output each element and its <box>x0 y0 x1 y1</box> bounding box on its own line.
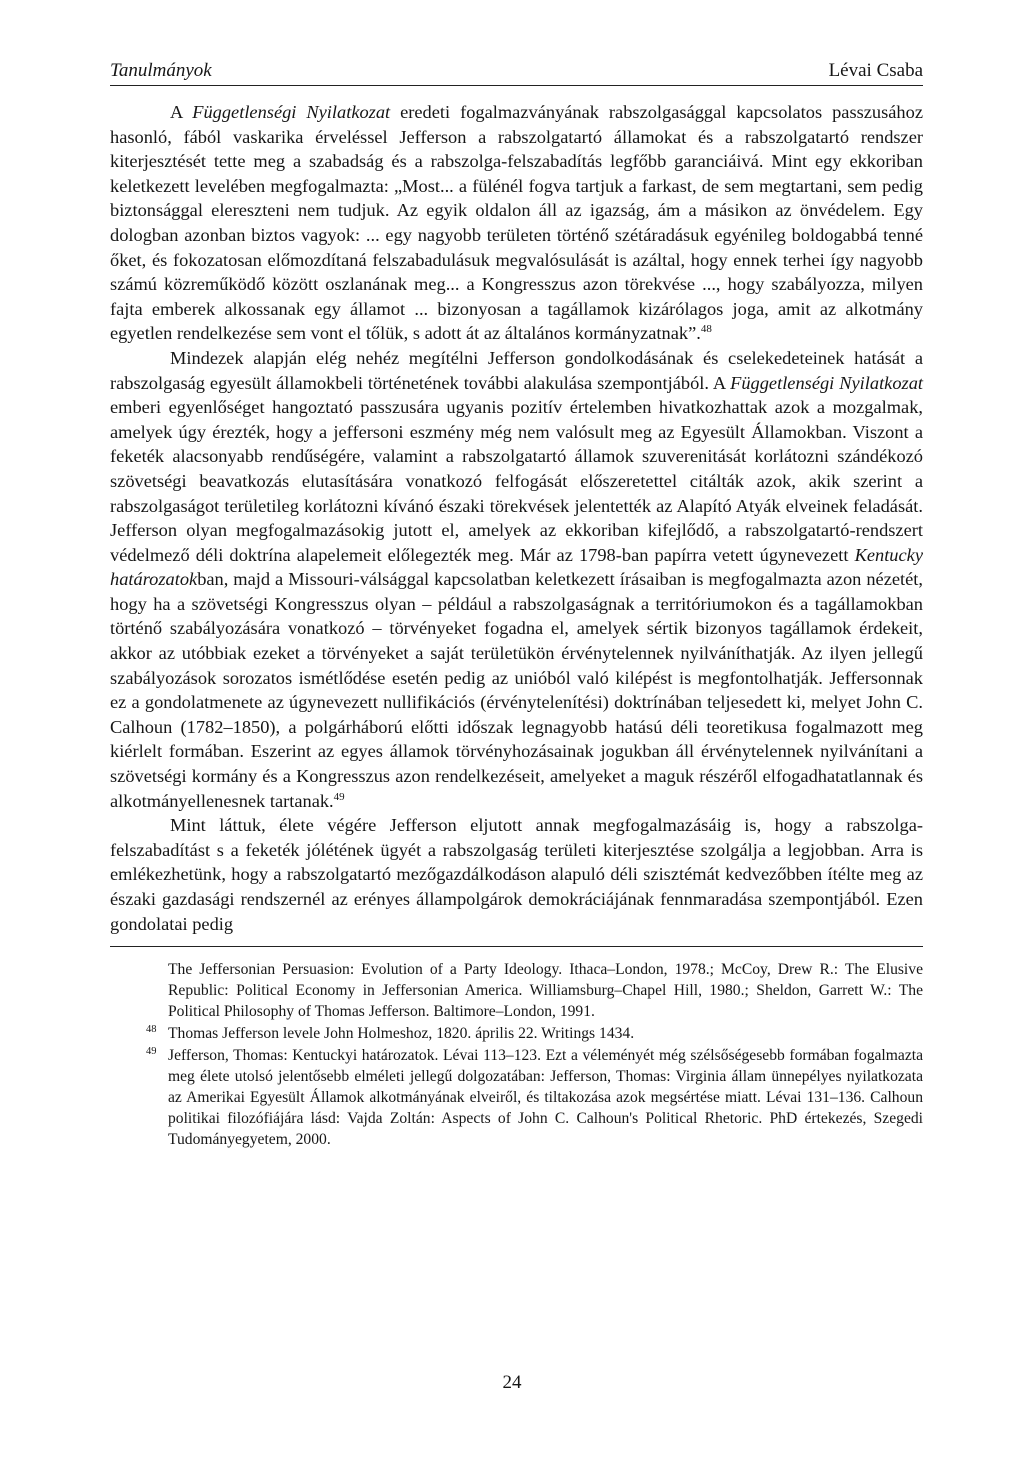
footnotes <box>110 959 923 1150</box>
text-run: emberi egyenlőséget hangoztató passzusára ugyanis pozitív értelemben hivatkozhattak azok a mozgalmak, amelyek úgy érezték, hogy a jeffersoni eszmény még nem valósult meg az Egyesült Államokban. Viszont a feketék alacsonyabb rendűségére, valamint a rabszolgatartó államok szuverenitását korlátozni szándékozó szövetségi beavatkozás elutasítására vonatkozó felfogását előszeretettel citálták azok, akik szerint a rabszolgaságot területileg korlátozni kívánó északi törekvések jelentették az Alapító Atyák elveinek feladását. Jefferson olyan megfogalmazásokig jutott el, amelyek az ekkoriban kifejlődő, a rabszolgatartó-rendszert védelmező déli doktrína alapelemeit előlegezték meg. Már az 1798-ban papírra vetett úgynevezett <box>110 397 923 565</box>
page-number: 24 <box>502 1372 522 1393</box>
footnote-ref-48: 48 <box>700 323 712 336</box>
footnote-text: The Jeffersonian Persuasion: Evolution of a Party Ideology. Ithaca–London, 1978.; McCoy, Drew R.: The Elusive Republic: Political Economy in Jeffersonian America. Williamsburg–Chapel Hill, 1980.; Sheldon, Garrett W.: The Political Philosophy of Thomas Jefferson. Baltimore–London, 1991. <box>168 961 923 1021</box>
footnote-number: 49 <box>146 1046 157 1058</box>
italic-title: Függetlenségi Nyilatkozat <box>192 102 391 122</box>
page <box>110 60 923 1151</box>
paragraph-3 <box>110 813 923 936</box>
italic-title: Függetlenségi Nyilatkozat <box>730 372 923 393</box>
text-run: eredeti fogalmazványának rabszolgasággal kapcsolatos passzusához hasonló, fából vaskarika érveléssel Jefferson a rabszolgatartó államokat és a rabszolgatartó rendszer kiterjesztését tette meg a szabadság és a rabszolga-felszabadítás legfőbb garanciáivá. Mint egy ekkoriban keletkezett levelében megfogalmazta: „Most... a fülénél fogva tartjuk a farkast, de sem megtartani, sem pedig biztonsággal elereszteni nem tudjuk. Az egyik oldalon áll az igazság, ám a másikon az önvédelem. Egy dologban azonban biztos vagyok: ... egy nagyobb területen történő szétáradásuk egyénileg boldogabbá tenné őket, és fokozatosan előmozdítaná felszabadulásuk megvalósulását is azáltal, hogy ennek terhei így nagyobb számú közreműködő között oszlanának meg... a Kongresszus azon törekvése ..., hogy szabályozza, milyen fajta emberek alkossanak egy államot ... bizonyosan a tagállamok kizárólagos joga, amit az alkotmány egyetlen rendelkezése sem vont el tőlük, s adott át az általános kormányzatnak”. <box>110 102 923 344</box>
footnote-ref-49: 49 <box>333 790 345 803</box>
author-name: Lévai Csaba <box>828 60 923 81</box>
italic-title: Kentucky határozatok <box>110 544 923 590</box>
footnote-text: Jefferson, Thomas: Kentuckyi határozatok. Lévai 113–123. Ezt a véleményét még szélsőségesebb formában fogalmazta meg élete utolsó jelentősebb elméleti jellegű dolgozatában: Jefferson, Thomas: Virginia állam ünnepélyes nyilatkozata az Amerikai Egyesült Államok alkotmányának elveiről, és tiltakozása azok megsértése miatt. Lévai 131–136. Calhoun politikai filozófiájára lásd: Vajda Zoltán: Aspects of John C. Calhoun's Political Rhetoric. PhD értekezés, Szegedi Tudományegyetem, 2000. <box>168 1047 923 1149</box>
footnote-divider <box>110 946 923 947</box>
text-run: Mint láttuk, élete végére Jefferson eljutott annak megfogalmazásáig is, hogy a rabszolga-felszabadítást s a feketék jólétének ügyét a rabszolgaság területi kiterjesztése szolgálja a legjobban. Arra is emlékezhetünk, hogy a rabszolgatartó mezőgazdálkodáson alapuló déli szisztémát kedvezőbben ítélte meg az északi gazdasági rendszernél az erényes állampolgárok demokráciájának fennmaradása szempontjából. Ezen gondolatai pedig <box>110 815 923 934</box>
footnote-48 <box>146 1023 923 1044</box>
section-title: Tanulmányok <box>110 60 212 81</box>
paragraph-1 <box>110 100 923 346</box>
paragraph-2 <box>110 346 923 813</box>
running-head <box>110 60 923 86</box>
footnote-continued <box>168 959 923 1022</box>
body-text <box>110 100 923 936</box>
text-run: A <box>170 102 193 122</box>
text-run: Mindezek alapján elég nehéz megítélni Jefferson gondolkodásának és cselekedeteinek hatását a rabszolgaság egyesült államokbeli történetének további alakulása szempontjából. A <box>110 347 923 393</box>
footnote-49 <box>146 1045 923 1150</box>
text-run: ban, majd a Missouri-válsággal kapcsolatban keletkezett írásaiban is megfogalmazta azon nézetét, hogy ha a szövetségi Kongresszus olyan – például a rabszolgaságnak a territóriumokon és a tagállamokban történő szabályozására vonatkozó – törvényeket fogadna el, amelyek sértik bizonyos tagállamok érdekeit, akkor az utóbbiak ezeket a törvényeket a saját területükön érvénytelennek nyilváníthatják. Az ilyen jellegű szabályozások sorozatos ismétlődése esetén pedig az unióból való kilépést is megfontolhatják. Jeffersonnak ez a gondolatmenete az úgynevezett nullifikációs (érvénytelenítési) doktrínában teljesedett ki, melyet John C. Calhoun (1782–1850), a polgárháború előtti időszak legnagyobb hatású déli teoretikusa fogalmazott meg kiérlelt formában. Eszerint az egyes államok törvényhozásainak jogukban áll érvénytelennek nyilvánítani a szövetségi kormány és a Kongresszus azon rendelkezéseit, amelyeket a maguk részéről elfogadhatatlannak és alkotmányellenesnek tartanak. <box>110 569 923 811</box>
footnote-text: Thomas Jefferson levele John Holmeshoz, 1820. április 22. Writings 1434. <box>168 1025 635 1043</box>
footnote-number: 48 <box>146 1024 157 1036</box>
